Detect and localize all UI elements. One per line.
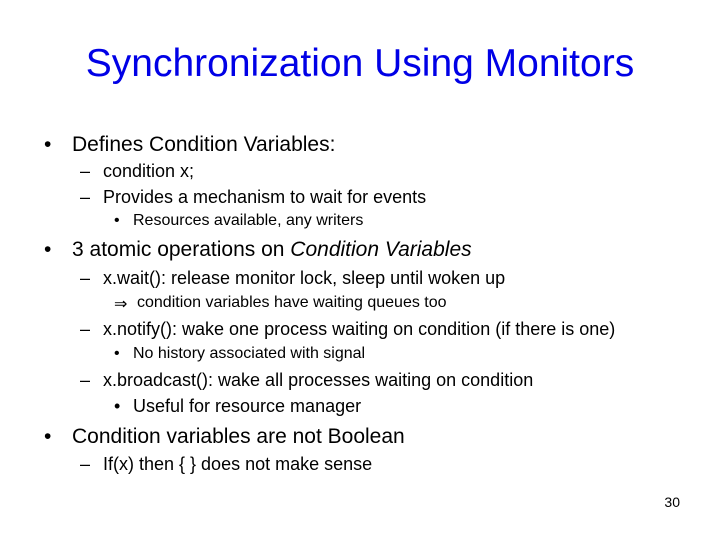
sub-sub-item-text: condition variables have waiting queues too [137, 294, 447, 311]
bullet-dot-icon: • [114, 345, 120, 362]
dash-bullet-icon: – [80, 319, 91, 339]
sub-item-text: Useful for resource manager [133, 396, 362, 416]
bullet-text: Condition variables are not Boolean [72, 425, 405, 448]
bullet-dot-icon: • [114, 396, 121, 416]
sub-item-text: x.wait(): release monitor lock, sleep until woken up [103, 268, 506, 288]
bullet-text-plain: 3 atomic operations on [72, 238, 291, 261]
slide-title: Synchronization Using Monitors [85, 42, 635, 85]
sub-sub-item-text: Resources available, any writers [133, 212, 364, 229]
bullet-text: Defines Condition Variables: [72, 133, 336, 156]
dash-bullet-icon: – [80, 268, 91, 288]
bullet-dot-icon: • [44, 425, 52, 448]
bullet-item [44, 133, 51, 157]
bullet-text [72, 238, 472, 262]
implies-arrow-icon: ⇒ [114, 296, 128, 313]
bullet-dot-icon: • [114, 212, 120, 229]
sub-item-text: condition x; [103, 161, 195, 181]
sub-item-text: Provides a mechanism to wait for events [103, 187, 427, 207]
bullet-dot-icon: • [44, 238, 52, 261]
dash-bullet-icon: – [80, 454, 91, 474]
sub-item-text: If(x) then { } does not make sense [103, 454, 373, 474]
bullet-dot-icon: • [44, 133, 52, 156]
sub-item-text: x.broadcast(): wake all processes waiting on condition [103, 370, 534, 390]
sub-sub-item-text: No history associated with signal [133, 345, 366, 362]
sub-item-text: x.notify(): wake one process waiting on condition (if there is one) [103, 319, 616, 339]
dash-bullet-icon: – [80, 187, 91, 207]
dash-bullet-icon: – [80, 370, 91, 390]
page-number: 30 [664, 494, 680, 510]
bullet-text-italic: Condition Variables [290, 238, 472, 261]
dash-bullet-icon: – [80, 161, 91, 181]
